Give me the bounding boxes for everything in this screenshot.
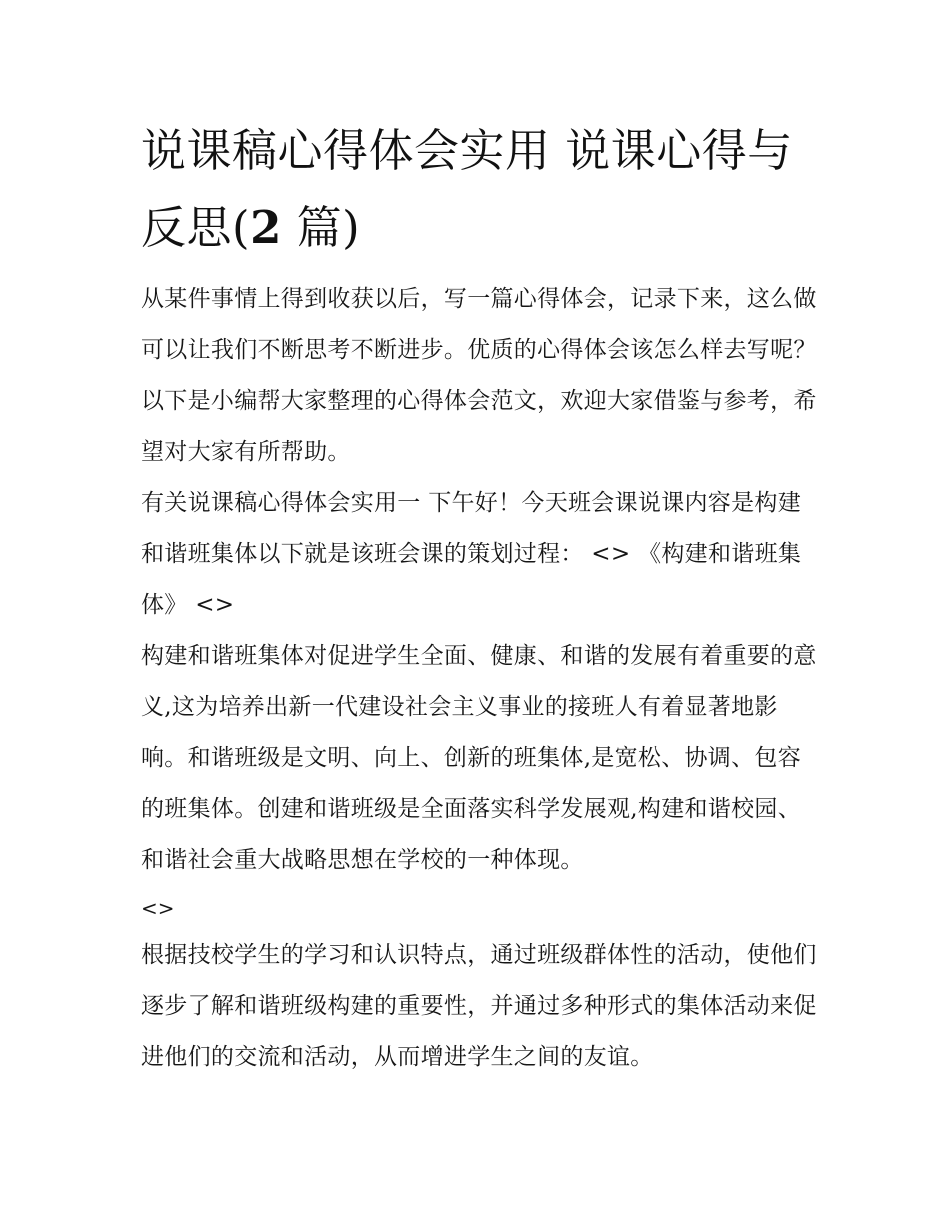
document-body (141, 112, 817, 1083)
title-number: 2 (250, 201, 282, 254)
document-title (141, 112, 817, 266)
activity-goal-paragraph: 根据技校学生的学习和认识特点，通过班级群体性的活动，使他们逐步了解和谐班级构建的重要性，并通过多种形式的集体活动来促进他们的交流和活动，从而增进学生之间的友谊。 (141, 942, 817, 1070)
title-text-part2: 篇) (281, 201, 361, 254)
intro-paragraph: 从某件事情上得到收获以后，写一篇心得体会，记录下来，这么做可以让我们不断思考不断进步。优质的心得体会该怎么样去写呢？以下是小编帮大家整理的心得体会范文，欢迎大家借鉴与参考，希望对大家有所帮助。 (141, 286, 817, 465)
title-text-part1: 说课稿心得体会实用 说课心得与反思( (141, 124, 793, 254)
placeholder-marker: <> (141, 896, 175, 920)
section-one-intro-paragraph: 有关说课稿心得体会实用一 下午好！今天班会课说课内容是构建和谐班集体以下就是该班会课的策划过程： <> 《构建和谐班集体》 <> (141, 490, 802, 618)
harmony-class-paragraph: 构建和谐班集体对促进学生全面、健康、和谐的发展有着重要的意义,这为培养出新一代建设社会主义事业的接班人有着显著地影响。和谐班级是文明、向上、创新的班集体,是宽松、协调、包容的班集体。创建和谐班级是全面落实科学发展观,构建和谐校园、和谐社会重大战略思想在学校的一种体现。 (141, 643, 817, 873)
